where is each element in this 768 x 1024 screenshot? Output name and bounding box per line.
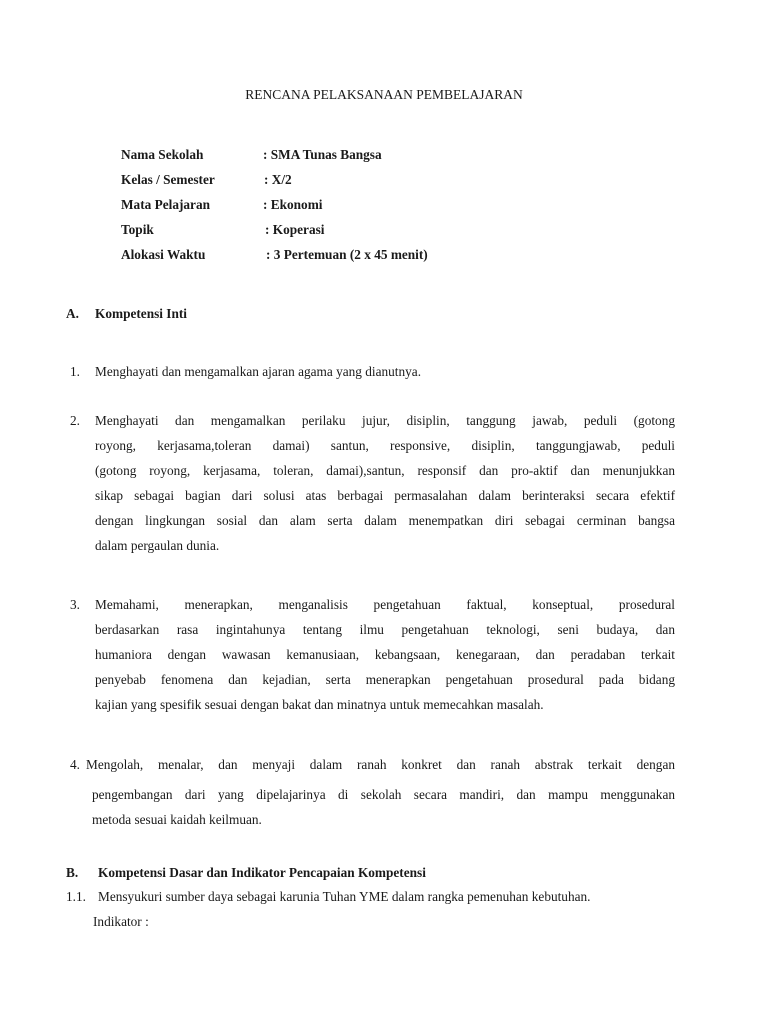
ki-4-line: Mengolah, menalar, dan menyaji dalam ranah konkret dan ranah abstrak terkait dengan <box>86 757 675 772</box>
section-a-letter: A. <box>66 306 79 321</box>
ki-3-line: humaniora dengan wawasan kemanusiaan, kebangsaan, kenegaraan, dan peradaban terkait <box>95 647 675 662</box>
section-b-letter: B. <box>66 865 79 880</box>
ki-2-line: royong, kerjasama,toleran damai) santun, responsive, disiplin, tanggungjawab, peduli <box>95 438 675 453</box>
identity-label-class: Kelas / Semester <box>121 172 215 187</box>
ki-paragraph-4-first <box>86 752 675 772</box>
identity-label-school: Nama Sekolah <box>121 147 204 162</box>
kd-text: Mensyukuri sumber daya sebagai karunia Tuhan YME dalam rangka pemenuhan kebutuhan. <box>98 889 591 904</box>
identity-value-class: : X/2 <box>264 172 292 187</box>
ki-paragraph-3 <box>95 592 675 722</box>
ki-2-line: dengan lingkungan sosial dan alam serta dalam menempatkan diri sebagai cerminan bangsa <box>95 513 675 528</box>
ki-2-line: Menghayati dan mengamalkan perilaku jujur, disiplin, tanggung jawab, peduli (gotong <box>95 413 675 428</box>
identity-value-time: : 3 Pertemuan (2 x 45 menit) <box>266 247 428 262</box>
ki-4-line: metoda sesuai kaidah keilmuan. <box>92 812 262 827</box>
identity-value-school: : SMA Tunas Bangsa <box>263 147 382 162</box>
ki-number-3: 3. <box>70 597 80 612</box>
ki-paragraph-4 <box>92 777 675 832</box>
identity-label-subject: Mata Pelajaran <box>121 197 210 212</box>
identity-value-subject: : Ekonomi <box>263 197 323 212</box>
ki-2-line: dalam pergaulan dunia. <box>95 538 220 553</box>
identity-label-time: Alokasi Waktu <box>121 247 206 262</box>
ki-3-line: berdasarkan rasa ingintahunya tentang ilmu pengetahuan teknologi, seni budaya, dan <box>95 622 675 637</box>
indikator-label: Indikator : <box>93 914 149 929</box>
ki-2-line: (gotong royong, kerjasama, toleran, damai),santun, responsif dan pro-aktif dan menunjukkan <box>95 463 675 478</box>
ki-4-line: pengembangan dari yang dipelajarinya di sekolah secara mandiri, dan mampu menggunakan <box>92 787 675 802</box>
ki-text-1: Menghayati dan mengamalkan ajaran agama yang dianutnya. <box>95 364 422 379</box>
ki-number-2: 2. <box>70 413 80 428</box>
section-b-heading: Kompetensi Dasar dan Indikator Pencapaian Kompetensi <box>98 865 426 880</box>
ki-number-4: 4. <box>70 757 80 772</box>
ki-number-1: 1. <box>70 364 80 379</box>
ki-3-line: Memahami, menerapkan, menganalisis pengetahuan faktual, konseptual, prosedural <box>95 597 675 612</box>
document-title: RENCANA PELAKSANAAN PEMBELAJARAN <box>245 87 523 102</box>
section-a-heading: Kompetensi Inti <box>95 306 187 321</box>
kd-number: 1.1. <box>66 889 86 904</box>
ki-3-line: kajian yang spesifik sesuai dengan bakat dan minatnya untuk memecahkan masalah. <box>95 697 544 712</box>
ki-3-line: penyebab fenomena dan kejadian, serta menerapkan pengetahuan prosedural pada bidang <box>95 672 675 687</box>
ki-2-line: sikap sebagai bagian dari solusi atas berbagai permasalahan dalam berinteraksi secara efektif <box>95 488 675 503</box>
ki-paragraph-2 <box>95 408 675 560</box>
identity-label-topic: Topik <box>121 222 154 237</box>
identity-value-topic: : Koperasi <box>265 222 325 237</box>
